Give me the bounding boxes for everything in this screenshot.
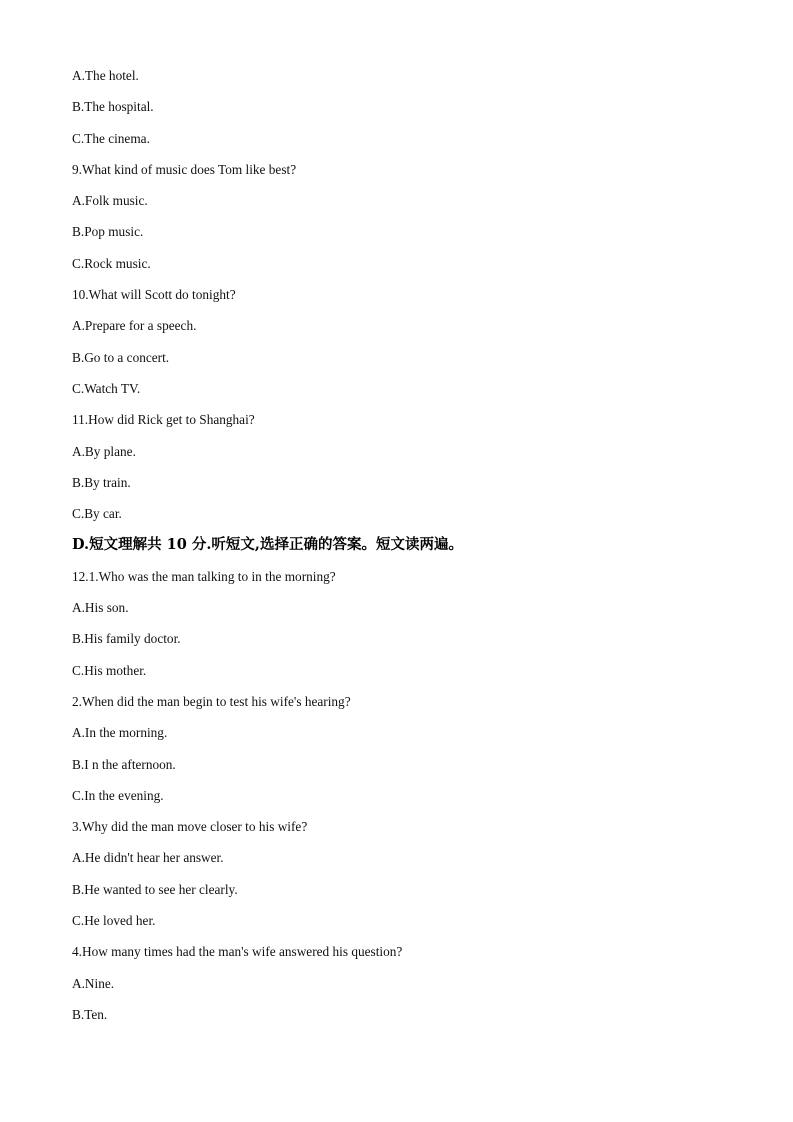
option-line: C.Watch TV.	[72, 380, 141, 396]
option-line: B.Ten.	[72, 1006, 108, 1022]
option-line: C.In the evening.	[72, 787, 164, 803]
option-line: C.The cinema.	[72, 130, 150, 146]
option-line: A.By plane.	[72, 443, 136, 459]
question-line: 2.When did the man begin to test his wife's hearing?	[72, 693, 351, 709]
option-line: C.He loved her.	[72, 913, 156, 929]
option-line: B.Go to a concert.	[72, 349, 170, 365]
option-line: B.Pop music.	[72, 224, 144, 240]
option-line: B.He wanted to see her clearly.	[72, 881, 238, 897]
question-line: 10.What will Scott do tonight?	[72, 287, 236, 303]
option-line: A.The hotel.	[72, 68, 139, 83]
question-line: 11.How did Rick get to Shanghai?	[72, 412, 255, 428]
option-line: C.Rock music.	[72, 255, 151, 271]
option-line: A.Nine.	[72, 975, 115, 991]
option-line: A.In the morning.	[72, 725, 168, 741]
option-line: B.I n the afternoon.	[72, 756, 176, 772]
option-line: A.He didn't hear her answer.	[72, 850, 224, 866]
option-line: B.His family doctor.	[72, 631, 181, 647]
option-line: B.By train.	[72, 474, 131, 490]
option-line: A.Folk music.	[72, 193, 148, 209]
document-body	[72, 66, 752, 1036]
option-line: C.His mother.	[72, 662, 147, 678]
question-line: 4.How many times had the man's wife answered his question?	[72, 944, 403, 960]
option-line: A.His son.	[72, 600, 129, 616]
question-line: 3.Why did the man move closer to his wife?	[72, 819, 308, 835]
question-line: 12.1.Who was the man talking to in the morning?	[72, 568, 336, 584]
section-heading: D.短文理解共 10 分.听短文,选择正确的答案。短文读两遍。	[72, 536, 463, 554]
option-line: B.The hospital.	[72, 99, 154, 115]
option-line: A.Prepare for a speech.	[72, 318, 197, 334]
question-line: 9.What kind of music does Tom like best?	[72, 161, 297, 177]
option-line: C.By car.	[72, 506, 122, 522]
